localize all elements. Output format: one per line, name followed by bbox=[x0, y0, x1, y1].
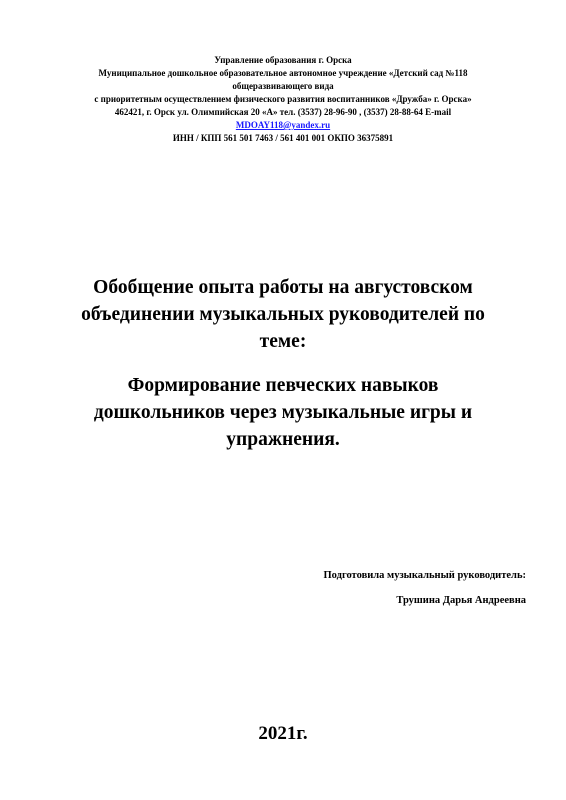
header-email-line bbox=[0, 119, 566, 132]
header-institution-type: общеразвивающего вида bbox=[232, 81, 334, 91]
author-role: Подготовила музыкальный руководитель: bbox=[323, 570, 526, 581]
organization-header bbox=[0, 54, 566, 145]
email-link[interactable]: MDOAY118@yandex.ru bbox=[235, 120, 331, 130]
author-name: Трушина Дарья Андреевна bbox=[396, 595, 526, 606]
header-department: Управление образования г. Орска bbox=[214, 55, 352, 65]
document-year: 2021г. bbox=[258, 723, 308, 744]
document-title: Обобщение опыта работы на августовском объединении музыкальных руководителей по теме: bbox=[81, 277, 485, 352]
header-address-phone: 462421, г. Орск ул. Олимпийская 20 «А» тел. (3537) 28-96-90 , (3537) 28-88-64 E-mail bbox=[114, 107, 452, 117]
header-institution-priority: с приоритетным осуществлением физического развития воспитанников «Дружба» г. Орска» bbox=[94, 94, 472, 104]
document-topic: Формирование певческих навыков дошкольников через музыкальные игры и упражнения. bbox=[93, 375, 473, 450]
header-requisites: ИНН / КПП 561 501 7463 / 561 401 001 ОКПО 36375891 bbox=[172, 133, 394, 143]
header-institution-name: Муниципальное дошкольное образовательное автономное учреждение «Детский сад №118 bbox=[98, 68, 468, 78]
